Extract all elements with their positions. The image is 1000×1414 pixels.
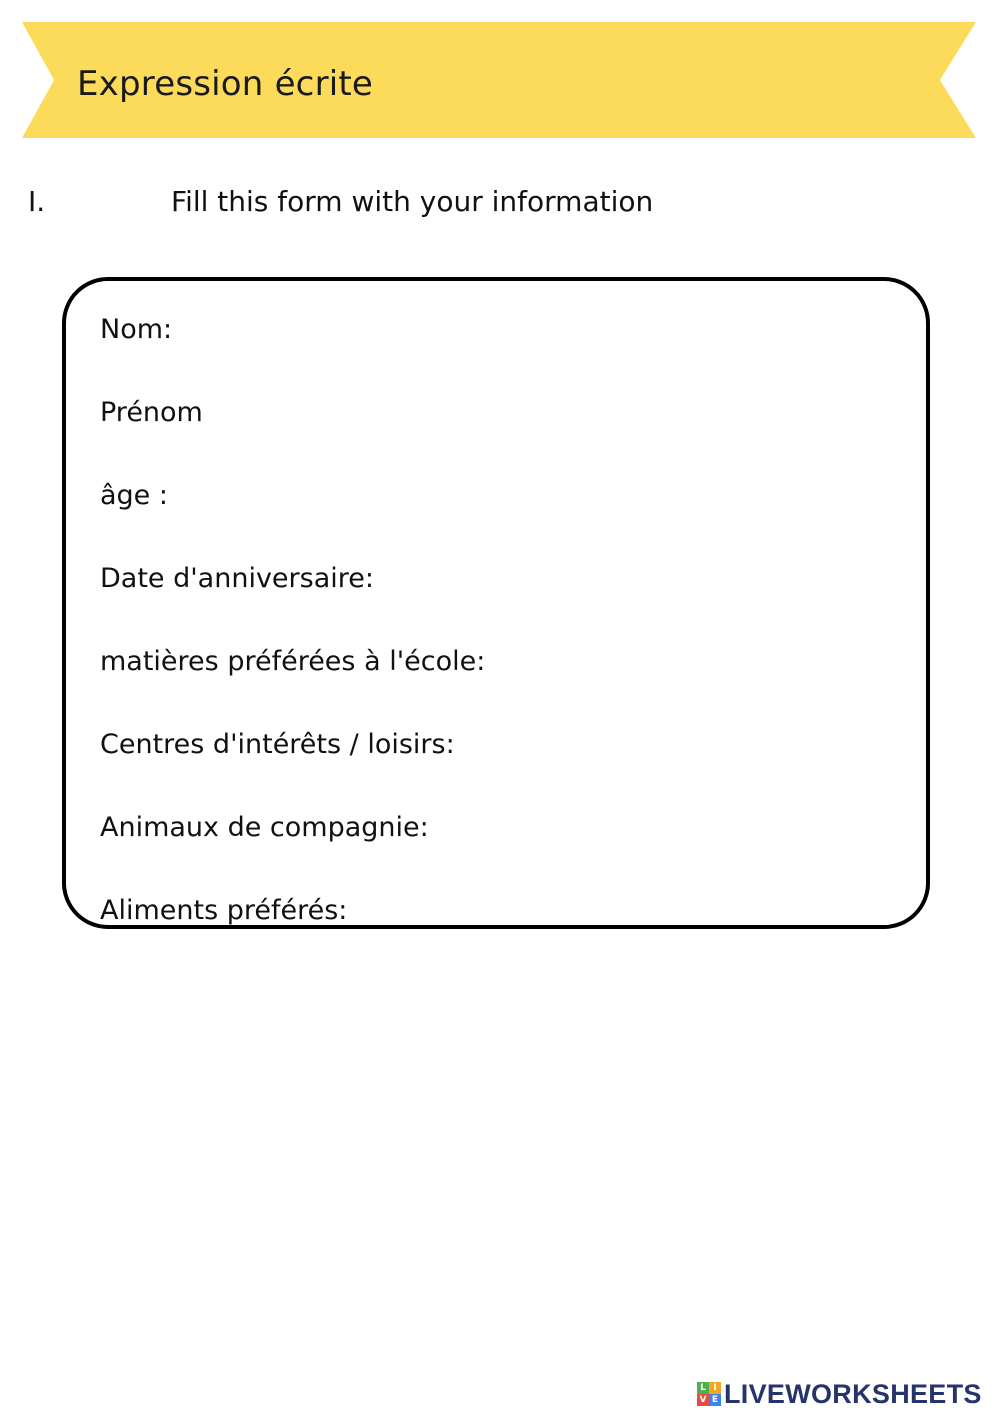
logo-letter-v: V [697, 1394, 709, 1406]
field-prenom: Prénom [100, 397, 203, 428]
instruction [28, 182, 968, 222]
liveworksheets-logo [697, 1378, 982, 1410]
field-date-anniversaire: Date d'anniversaire: [100, 563, 374, 594]
logo-letter-e: E [709, 1394, 721, 1406]
field-aliments-preferes: Aliments préférés: [100, 895, 348, 926]
logo-brand-text: LIVEWORKSHEETS [724, 1378, 982, 1409]
logo-letter-i: I [709, 1382, 721, 1394]
field-matieres-preferees: matières préférées à l'école: [100, 646, 486, 677]
field-centres-interets: Centres d'intérêts / loisirs: [100, 729, 455, 760]
field-age: âge : [100, 480, 168, 511]
page-title: Expression écrite [77, 64, 374, 104]
title-banner [22, 22, 976, 138]
instruction-text: Fill this form with your information [171, 185, 654, 218]
instruction-number: I. [28, 185, 46, 218]
logo-letter-l: L [697, 1382, 709, 1394]
field-animaux-compagnie: Animaux de compagnie: [100, 812, 429, 843]
field-nom: Nom: [100, 314, 173, 345]
logo-icon [697, 1382, 721, 1406]
